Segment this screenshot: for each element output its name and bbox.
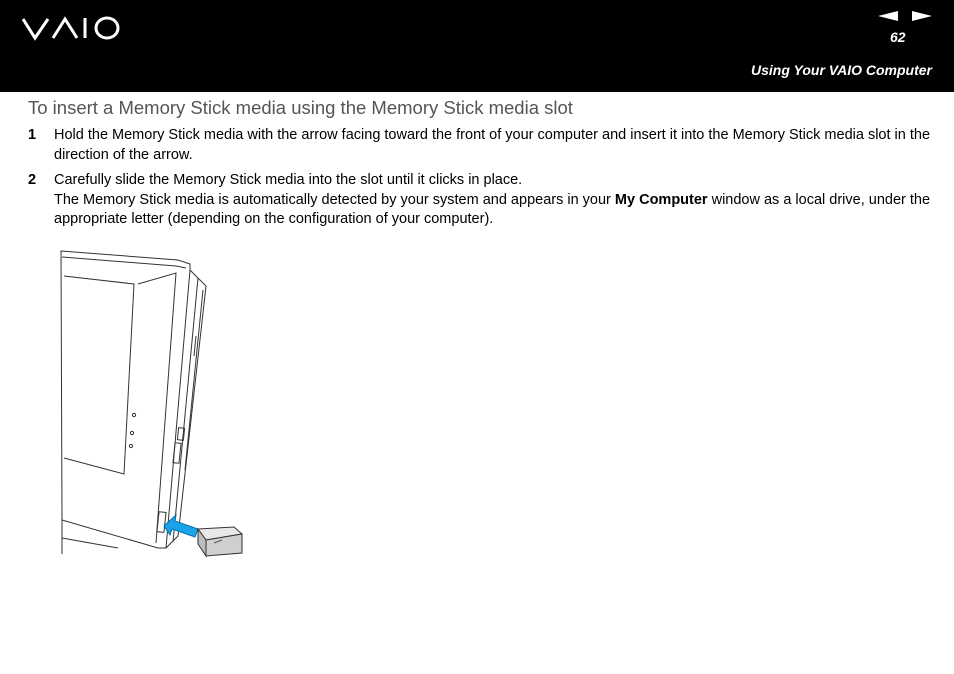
section-title: Using Your VAIO Computer — [751, 62, 932, 78]
step-text: Carefully slide the Memory Stick media into the slot until it clicks in place. — [54, 172, 523, 188]
vaio-logo — [22, 15, 122, 41]
step-detail: The Memory Stick media is automatically detected by your system and appears in your My Computer window as a local drive, under the appropriate letter (depending on the configuration of your computer). — [54, 191, 931, 227]
step-number: 1 — [28, 127, 37, 143]
step-2 — [28, 171, 933, 230]
step-1 — [28, 126, 933, 165]
my-computer-term: My Computer — [614, 191, 708, 208]
memory-stick-insertion-illustration — [58, 248, 248, 558]
step-text: Hold the Memory Stick media with the arrow facing toward the front of your computer and insert it into the Memory Stick media slot in the direction of the arrow. — [54, 127, 931, 163]
insert-direction-arrow — [164, 515, 198, 537]
procedure-heading: To insert a Memory Stick media using the Memory Stick media slot — [28, 97, 573, 118]
next-page-icon[interactable] — [912, 11, 932, 21]
step-number: 2 — [28, 172, 37, 188]
previous-page-icon[interactable] — [878, 11, 898, 21]
page-number: 62 — [890, 29, 906, 45]
page-header — [0, 0, 954, 92]
memory-stick-media — [198, 527, 242, 556]
